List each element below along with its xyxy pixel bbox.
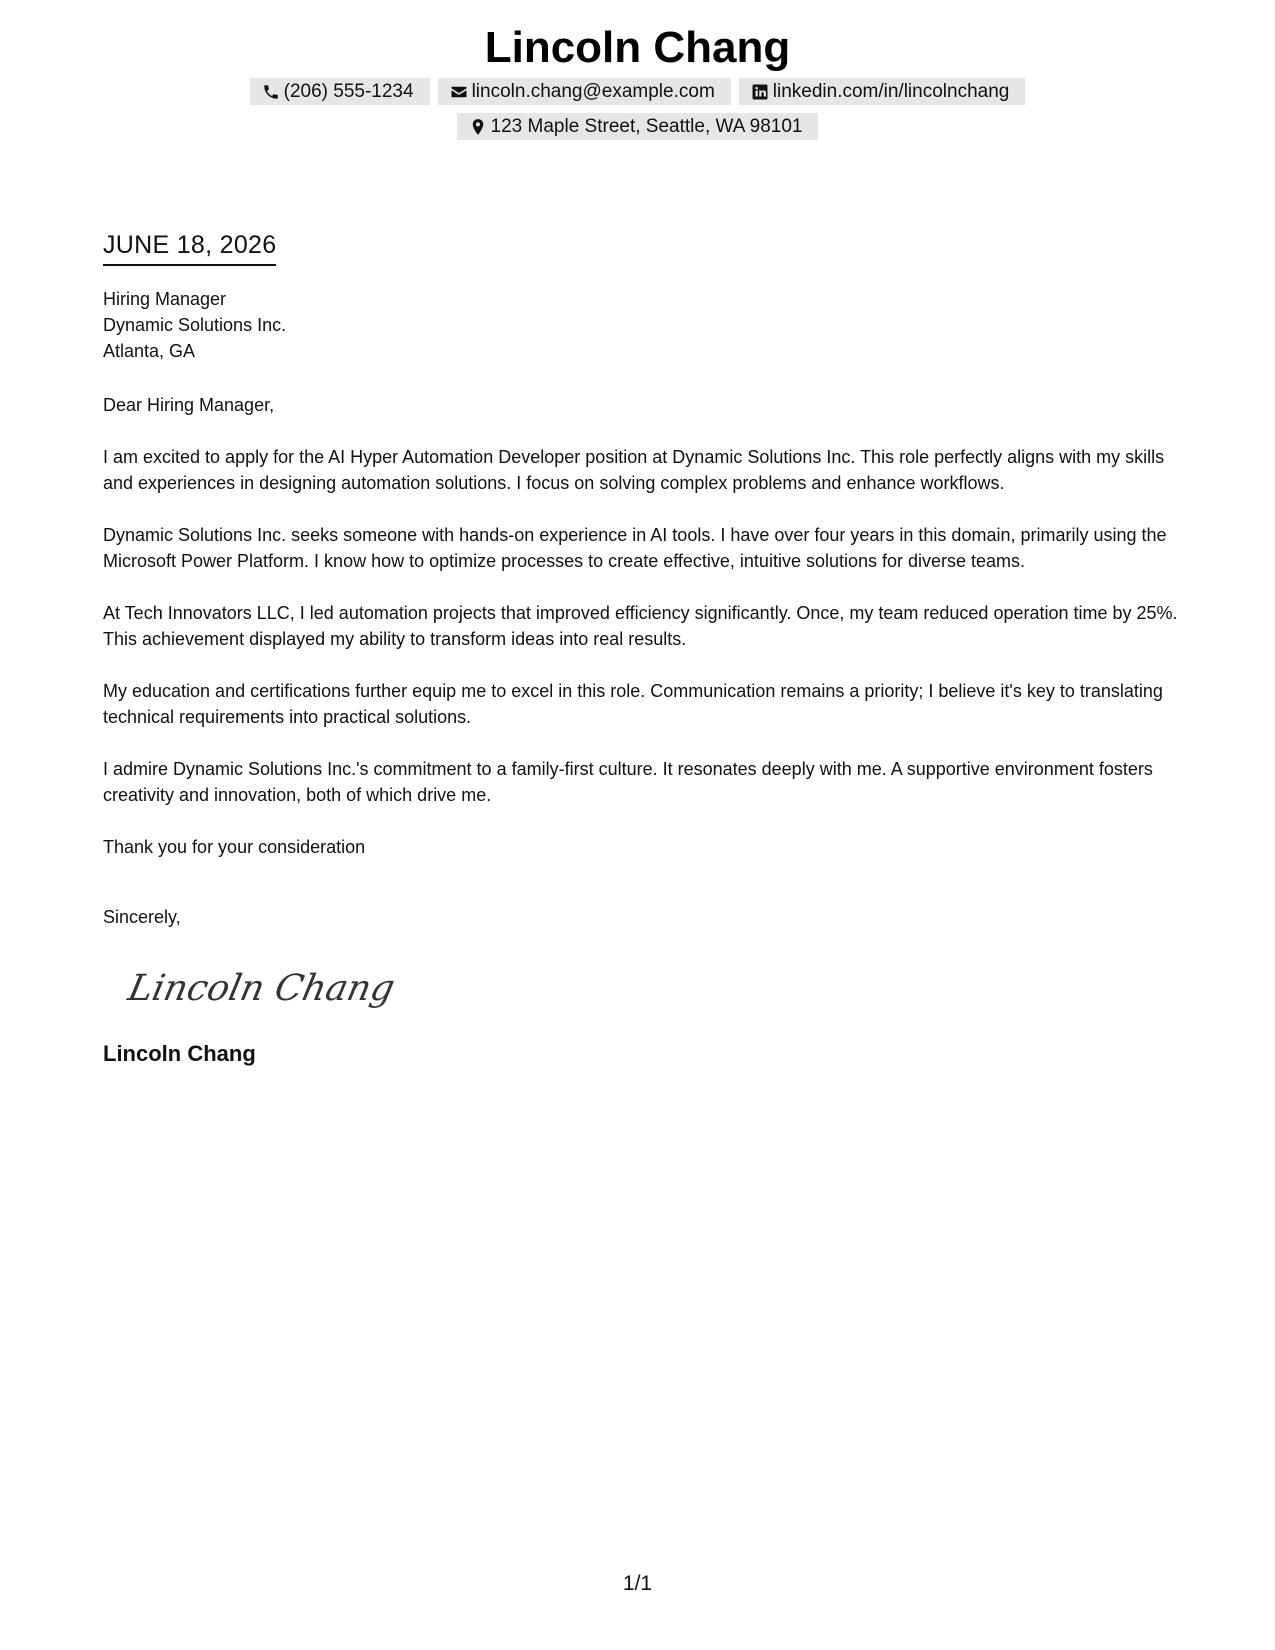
contact-row-primary [0,78,1275,105]
street-address: 123 Maple Street, Seattle, WA 98101 [490,115,803,137]
body-paragraph: At Tech Innovators LLC, I led automation projects that improved efficiency significantly. Once, my team reduced operation time by 25%. This achievement displayed my ability to transform ideas into real results. [103,603,1178,649]
body-paragraph: I am excited to apply for the AI Hyper Automation Developer position at Dynamic Solutions Inc. This role perfectly aligns with my skills and experiences in designing automation solutions. I focus on solving complex problems and enhance workflows. [103,447,1165,493]
recipient-block [103,286,1178,364]
email-address: lincoln.chang@example.com [471,80,715,102]
linkedin-chip [739,78,1026,105]
linkedin-icon [751,83,769,101]
signer-name: Lincoln Chang [103,1041,256,1066]
linkedin-url: linkedin.com/in/lincolnchang [772,80,1010,102]
recipient-location: Atlanta, GA [103,341,196,361]
letter-header [0,20,1275,140]
body-paragraph: I admire Dynamic Solutions Inc.'s commitment to a family-first culture. It resonates deeply with me. A supportive environment fosters creativity and innovation, both of which drive me. [103,759,1153,805]
salutation: Dear Hiring Manager, [103,395,275,415]
applicant-name: Lincoln Chang [484,23,791,72]
address-chip [457,113,819,140]
recipient-company: Dynamic Solutions Inc. [103,315,287,335]
recipient-title: Hiring Manager [103,289,227,309]
contact-row-secondary [0,113,1275,140]
handwritten-signature [123,960,399,1020]
signature-text: Lincoln Chang [124,966,399,1009]
letter-date: JUNE 18, 2026 [103,228,276,266]
body-paragraph: My education and certifications further equip me to excel in this role. Communication remains a priority; I believe it's key to translating technical requirements into practical solutions. [103,681,1163,727]
signoff: Sincerely, [103,907,181,927]
page-number: 1/1 [622,1572,653,1595]
phone-chip [250,78,430,105]
closing-thanks: Thank you for your consideration [103,837,366,857]
envelope-icon [450,83,468,101]
body-paragraph: Dynamic Solutions Inc. seeks someone with hands-on experience in AI tools. I have over four years in this domain, primarily using the Microsoft Power Platform. I know how to optimize processes to create effective, intuitive solutions for diverse teams. [103,525,1167,571]
email-chip [438,78,731,105]
phone-icon [262,83,280,101]
map-pin-icon [469,118,487,136]
letter-body [103,228,1178,1069]
phone-number: (206) 555-1234 [283,80,414,102]
